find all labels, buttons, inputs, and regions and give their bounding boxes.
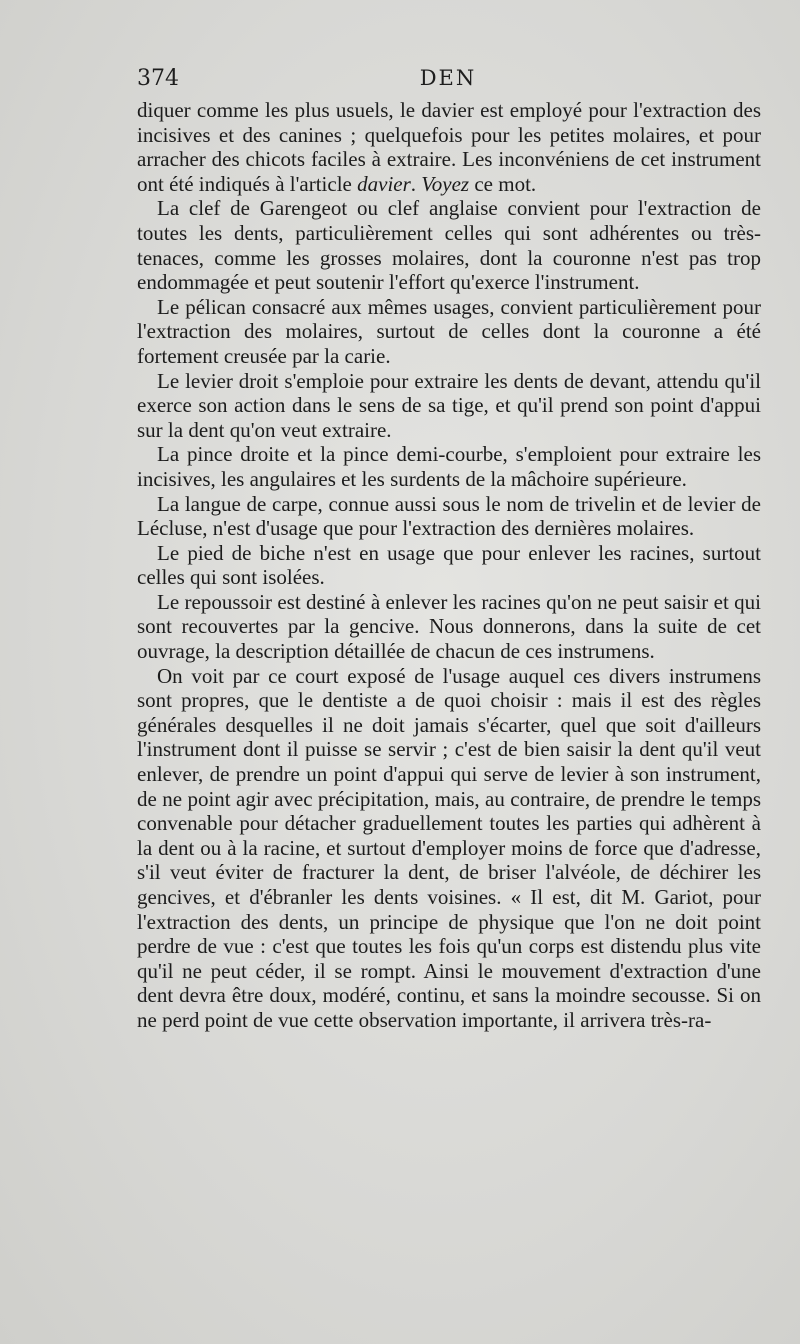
page-number: 374 [137, 66, 179, 91]
paragraph-1-punct: . [410, 171, 422, 196]
paragraph-pelican: Le pélican consacré aux mêmes usages, convient particulièrement pour l'extraction des molaires, surtout de celles dont la couronne a été fortement creusée par la carie. [137, 294, 761, 368]
italic-term-davier: davier [357, 171, 411, 196]
running-head: DEN [419, 66, 477, 90]
paragraph-1-end: ce mot. [469, 171, 537, 196]
body-text [137, 98, 761, 1033]
paragraph-langue-de-carpe: La langue de carpe, connue aussi sous le nom de trivelin et de levier de Lécluse, n'est d'usage que pour l'extraction des dernières molaires. [137, 491, 761, 541]
paragraph-1 [137, 98, 761, 196]
paragraph-levier-droit: Le levier droit s'emploie pour extraire les dents de devant, attendu qu'il exerce son action dans le sens de sa tige, et qu'il prend son point d'appui sur la dent qu'on veut extraire. [137, 368, 761, 442]
paragraph-repoussoir: Le repoussoir est destiné à enlever les racines qu'on ne peut saisir et qui sont recouvertes par la gencive. Nous donnerons, dans la suite de cet ouvrage, la description détaillée de chacun de ces instrumens. [137, 589, 761, 664]
paragraph-clef-garengeot: La clef de Garengeot ou clef anglaise convient pour l'extraction de toutes les dents, particulièrement celles qui sont adhérentes ou très-tenaces, comme les grosses molaires, dont la couronne n'est pas trop endommagée et peut soutenir l'effort qu'exerce l'instrument. [137, 196, 761, 295]
paragraph-pied-de-biche: Le pied de biche n'est en usage que pour enlever les racines, surtout celles qui sont isolées. [137, 540, 761, 590]
paragraph-regles-generales: On voit par ce court exposé de l'usage auquel ces divers instrumens sont propres, que le dentiste a de quoi choisir : mais il est des règles générales desquelles il ne doit jamais s'écarter, quel que soit d'ailleurs l'instrument dont il puisse se servir ; c'est de bien saisir la dent qu'il veut enlever, de prendre un point d'appui qui serve de levier à son instrument, de ne point agir avec précipitation, mais, au contraire, de prendre le temps convenable pour détacher graduellement toutes les parties qui adhèrent à la dent ou à la racine, et surtout d'employer moins de force que d'adresse, s'il veut éviter de fracturer la dent, de briser l'alvéole, de déchirer les gencives, et d'ébranler les dents voisines. « Il est, dit M. Gariot, pour l'extraction des dents, un principe de physique que l'on ne doit point perdre de vue : c'est que toutes les fois qu'un corps est distendu plus vite qu'il ne peut céder, il se rompt. Ainsi le mouvement d'extraction d'une dent devra être doux, modéré, continu, et sans la moindre secousse. Si on ne perd point de vue cette observation importante, il arrivera très-ra- [137, 663, 761, 1032]
italic-term-voyez: Voyez [421, 171, 470, 196]
page-header [137, 66, 759, 96]
paragraph-pince: La pince droite et la pince demi-courbe, s'emploient pour extraire les incisives, les angulaires et les surdents de la mâchoire supérieure. [137, 442, 761, 491]
paragraph-1-text: diquer comme les plus usuels, le davier est employé pour l'extraction des incisives et des canines ; quelquefois pour les petites molaires, et pour arracher des chicots faciles à extraire. Les inconvéniens de cet instrument ont été indiqués à l'article [137, 98, 761, 196]
